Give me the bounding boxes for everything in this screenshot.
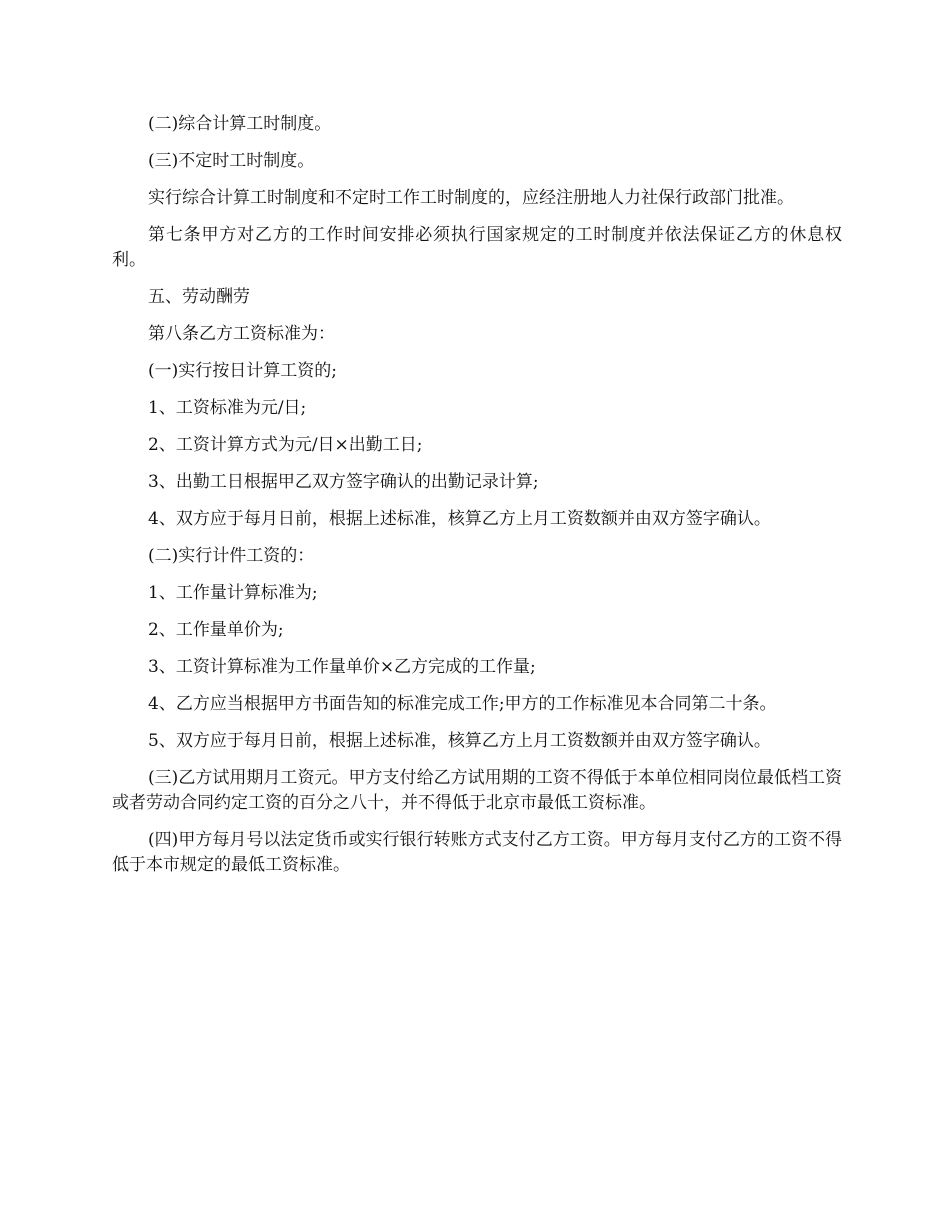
paragraph-working-hours-flexible: (三)不定时工时制度。	[148, 151, 315, 171]
section-heading-remuneration: 五、劳动酬劳	[148, 287, 250, 307]
list-item-piece-3: 3、工资计算标准为工作量单价×乙方完成的工作量;	[148, 657, 536, 677]
list-item-piece-2: 2、工作量单价为;	[148, 620, 284, 640]
paragraph-piece-wage: (二)实行计件工资的：	[148, 546, 315, 566]
list-item-daily-3: 3、出勤工日根据甲乙双方签字确认的出勤记录计算;	[148, 472, 539, 492]
list-item-piece-4: 4、乙方应当根据甲方书面告知的标准完成工作;甲方的工作标准见本合同第二十条。	[148, 694, 777, 714]
list-item-daily-2: 2、工资计算方式为元/日×出勤工日;	[148, 435, 423, 455]
paragraph-article-8: 第八条乙方工资标准为：	[148, 324, 335, 344]
list-item-daily-1: 1、工资标准为元/日;	[148, 398, 307, 418]
paragraph-probation-wage: (三)乙方试用期月工资元。甲方支付给乙方试用期的工资不得低于本单位相同岗位最低档工资或者劳动合同约定工资的百分之八十，并不得低于北京市最低工资标准。	[112, 768, 842, 813]
paragraph-approval-requirement: 实行综合计算工时制度和不定时工作工时制度的，应经注册地人力社保行政部门批准。	[148, 188, 794, 208]
paragraph-article-7: 第七条甲方对乙方的工作时间安排必须执行国家规定的工时制度并依法保证乙方的休息权利。	[112, 225, 842, 270]
list-item-piece-1: 1、工作量计算标准为;	[148, 583, 318, 603]
paragraph-working-hours-comprehensive: (二)综合计算工时制度。	[148, 114, 332, 134]
list-item-daily-4: 4、双方应于每月日前，根据上述标准，核算乙方上月工资数额并由双方签字确认。	[148, 509, 771, 529]
paragraph-payment-method: (四)甲方每月号以法定货币或实行银行转账方式支付乙方工资。甲方每月支付乙方的工资不得低于本市规定的最低工资标准。	[112, 830, 842, 875]
list-item-piece-5: 5、双方应于每月日前，根据上述标准，核算乙方上月工资数额并由双方签字确认。	[148, 731, 771, 751]
paragraph-daily-wage: (一)实行按日计算工资的;	[148, 361, 337, 381]
document-page	[112, 112, 842, 890]
